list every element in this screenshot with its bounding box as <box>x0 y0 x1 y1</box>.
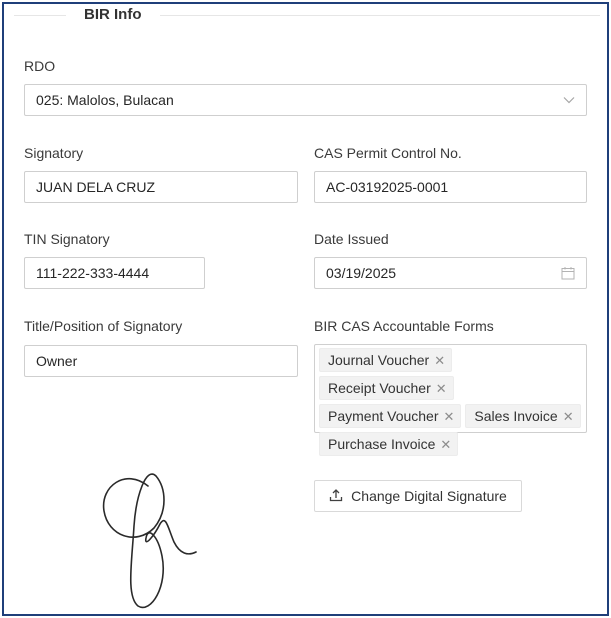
tag-purchase-invoice <box>319 432 458 456</box>
title-position-input[interactable] <box>24 345 298 377</box>
change-digital-signature-button[interactable] <box>314 480 522 512</box>
tag-label: Receipt Voucher <box>328 380 431 396</box>
tag-label: Sales Invoice <box>474 408 558 424</box>
date-issued-value: 03/19/2025 <box>326 265 397 281</box>
upload-icon <box>329 488 343 505</box>
legend-divider-right <box>160 15 600 16</box>
date-issued-picker[interactable] <box>314 257 587 289</box>
accountable-forms-multiselect[interactable] <box>314 344 587 452</box>
tag-label: Payment Voucher <box>328 408 439 424</box>
close-icon[interactable]: ✕ <box>435 380 447 396</box>
close-icon[interactable]: ✕ <box>562 408 574 424</box>
tin-signatory-label: TIN Signatory <box>24 231 110 247</box>
calendar-icon <box>561 266 575 280</box>
close-icon[interactable]: ✕ <box>443 408 455 424</box>
cas-permit-label: CAS Permit Control No. <box>314 145 462 161</box>
change-digital-signature-label: Change Digital Signature <box>351 488 507 504</box>
rdo-label: RDO <box>24 58 56 74</box>
chevron-down-icon <box>563 96 575 104</box>
tag-payment-voucher <box>319 404 461 428</box>
tin-signatory-value: 111-222-333-4444 <box>36 265 150 281</box>
signatory-label: Signatory <box>24 145 84 161</box>
cas-permit-value: AC-03192025-0001 <box>326 179 449 195</box>
signatory-value: JUAN DELA CRUZ <box>36 179 156 195</box>
rdo-select[interactable] <box>24 84 587 116</box>
accountable-forms-label: BIR CAS Accountable Forms <box>314 318 494 334</box>
title-position-value: Owner <box>36 353 78 369</box>
tag-sales-invoice <box>465 404 580 428</box>
tag-label: Journal Voucher <box>328 352 430 368</box>
signatory-input[interactable] <box>24 171 298 203</box>
tag-label: Purchase Invoice <box>328 436 436 452</box>
date-issued-label: Date Issued <box>314 231 389 247</box>
digital-signature-image <box>96 466 206 612</box>
close-icon[interactable]: ✕ <box>434 352 446 368</box>
title-position-label: Title/Position of Signatory <box>24 318 183 334</box>
close-icon[interactable]: ✕ <box>440 436 452 452</box>
cas-permit-input[interactable] <box>314 171 587 203</box>
tag-journal-voucher <box>319 348 452 372</box>
legend-divider-left <box>14 15 66 16</box>
section-title: BIR Info <box>84 6 142 23</box>
tin-signatory-input[interactable] <box>24 257 205 289</box>
tag-receipt-voucher <box>319 376 454 400</box>
rdo-selected-value: 025: Malolos, Bulacan <box>36 92 174 108</box>
